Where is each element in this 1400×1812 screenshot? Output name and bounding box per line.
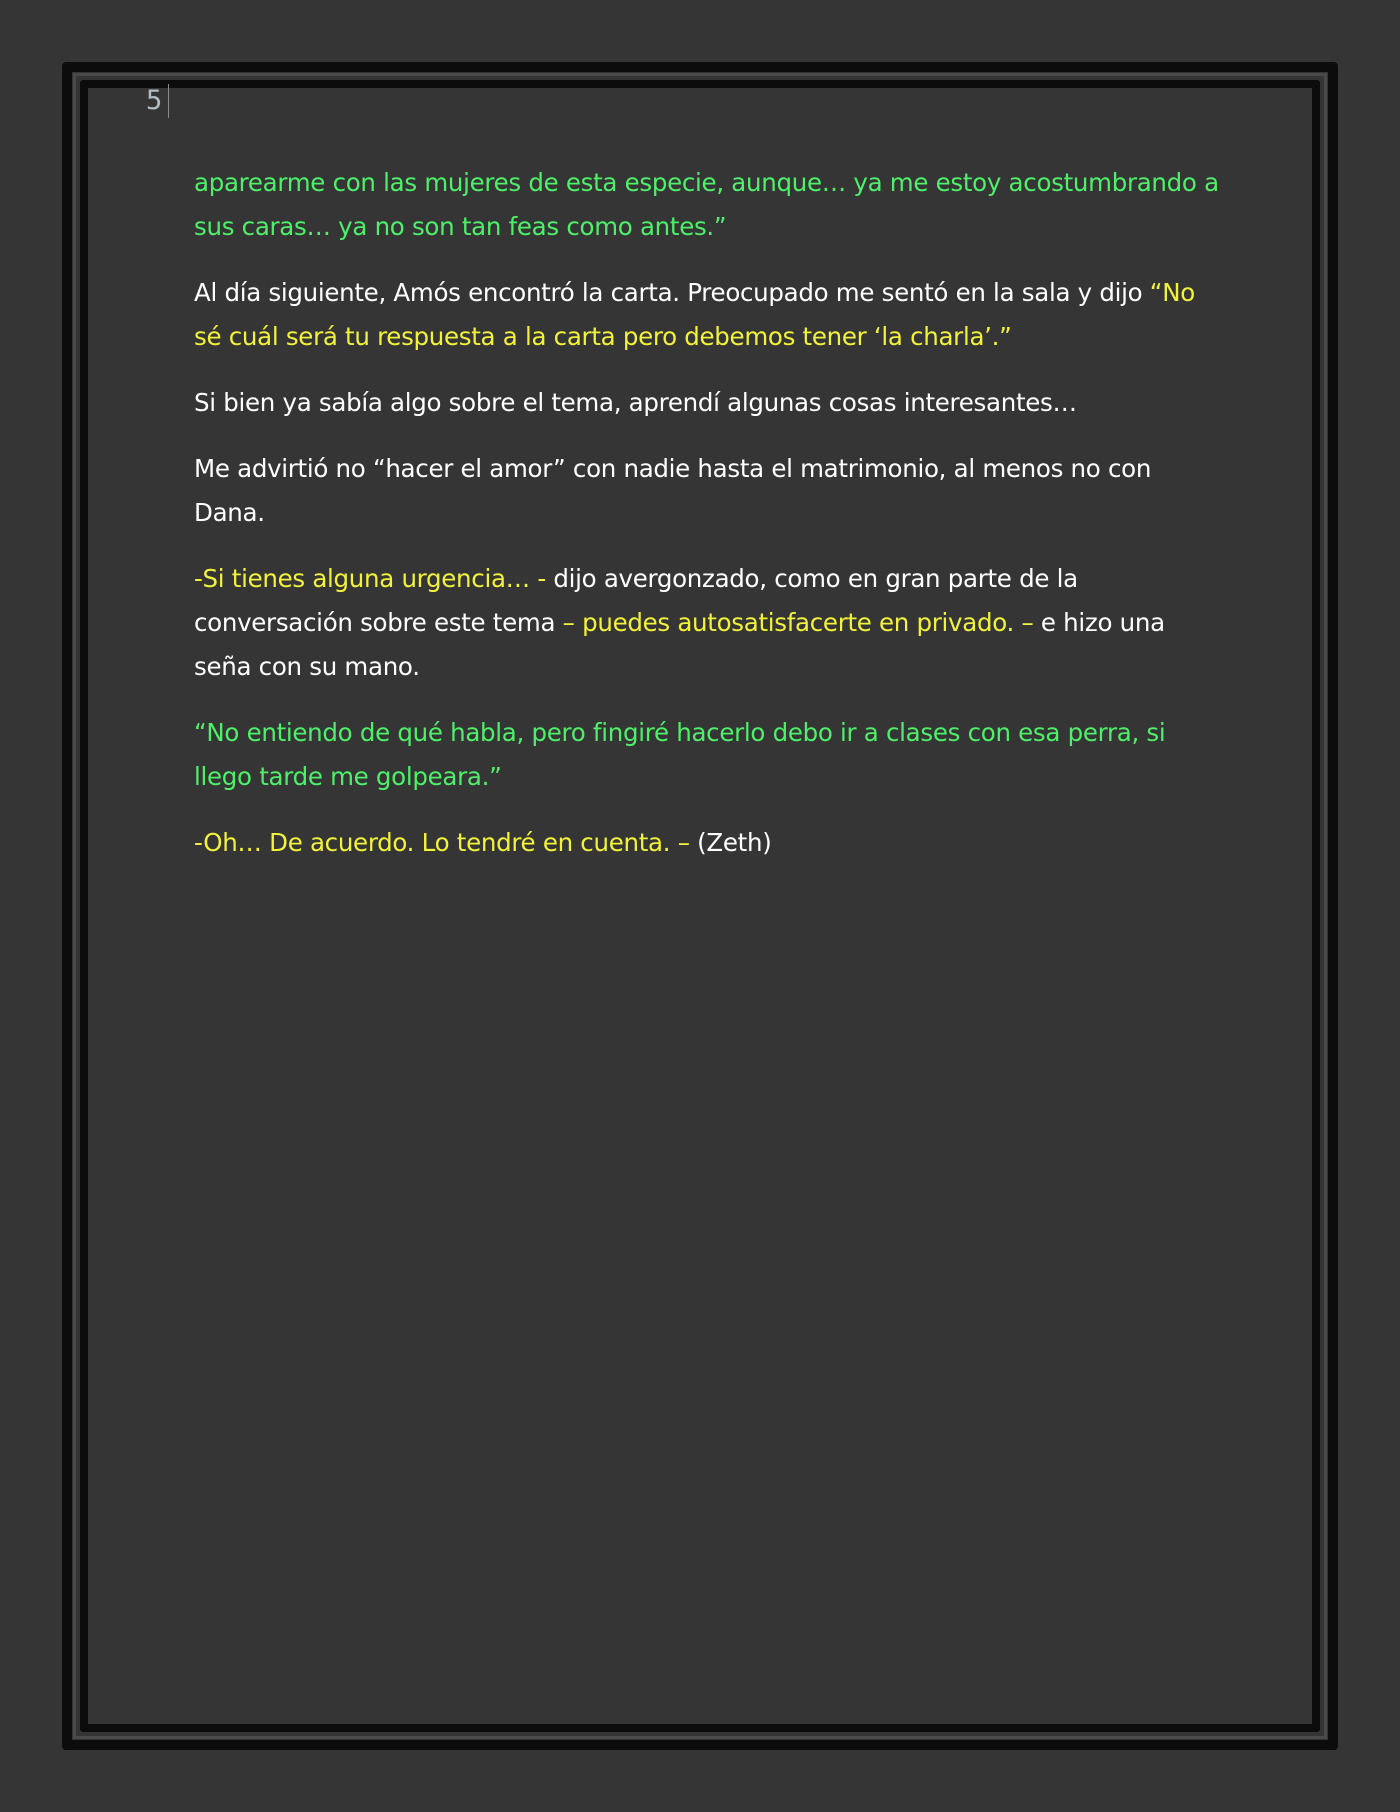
paragraph	[194, 821, 1224, 865]
dialogue-text: – puedes autosatisfacerte en privado. –	[562, 608, 1041, 637]
paragraph	[194, 447, 1224, 535]
paragraph	[194, 161, 1224, 249]
narration-text: dijo avergonzado, como en gran parte de la conversación sobre este tema	[194, 564, 1078, 637]
narration-text: e hizo una seña con su mano.	[194, 608, 1165, 681]
paragraph	[194, 271, 1224, 359]
page-number: 5	[146, 84, 169, 118]
dialogue-text: -Si tienes alguna urgencia… -	[194, 564, 554, 593]
narration-text: (Zeth)	[697, 828, 772, 857]
paragraph	[194, 711, 1224, 799]
paragraph	[194, 557, 1224, 689]
paragraph	[194, 381, 1224, 425]
narration-text: Si bien ya sabía algo sobre el tema, aprendí algunas cosas interesantes…	[194, 388, 1077, 417]
dialogue-text: -Oh… De acuerdo. Lo tendré en cuenta. –	[194, 828, 698, 857]
dialogue-text: “No sé cuál será tu respuesta a la carta pero debemos tener ‘la charla’.”	[194, 278, 1195, 351]
dialogue-text: aparearme con las mujeres de esta especie, aunque… ya me estoy acostumbrando a sus caras… ya no son tan feas como antes.”	[194, 168, 1219, 241]
narration-text: Al día siguiente, Amós encontró la carta. Preocupado me sentó en la sala y dijo	[194, 278, 1150, 307]
story-text	[194, 161, 1224, 887]
dialogue-text: “No entiendo de qué habla, pero fingiré hacerlo debo ir a clases con esa perra, si llego tarde me golpeara.”	[194, 718, 1166, 791]
narration-text: Me advirtió no “hacer el amor” con nadie hasta el matrimonio, al menos no con Dana.	[194, 454, 1152, 527]
